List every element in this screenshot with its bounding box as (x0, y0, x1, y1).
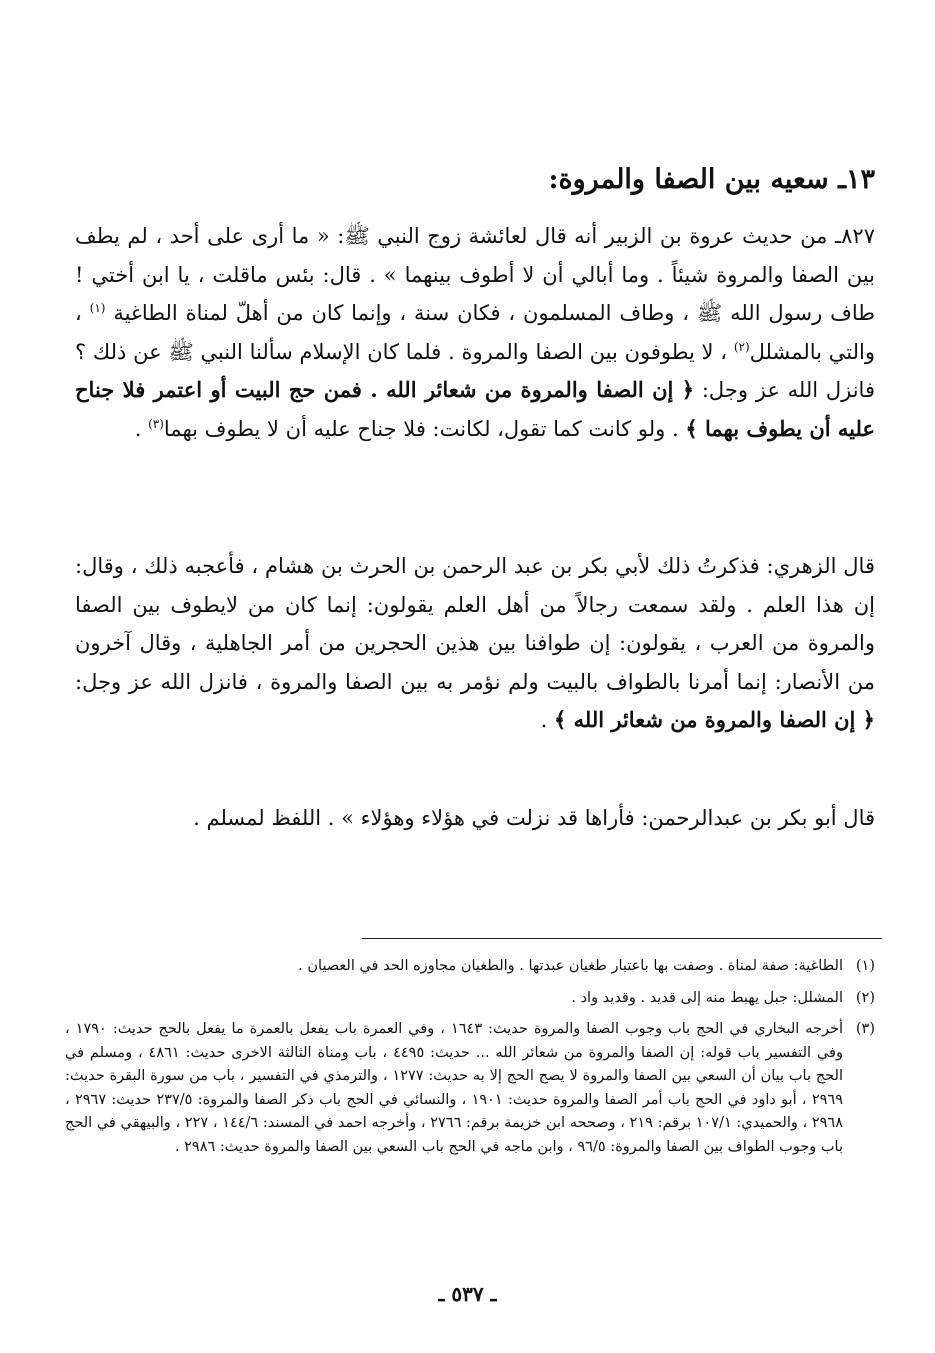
footnote-ref: (٢) (733, 339, 750, 354)
footnote (65, 987, 875, 1011)
commentary-end: . (540, 708, 548, 732)
hadith-text: . ولو كانت كما تقول، لكانت: فلا جناح عليه أن لا يطوف بهما (163, 416, 679, 441)
footnote (65, 1018, 875, 1159)
footnote-number: (٢) (855, 989, 875, 1006)
closing-paragraph: قال أبو بكر بن عبدالرحمن: فأراها قد نزلت في هؤلاء وهؤلاء » . اللفظ لمسلم . (193, 806, 875, 830)
footnote (65, 955, 875, 979)
hadith-text: ، لا يطوفون بين الصفا والمروة . فلما كان الإسلام سألنا النبي ﷺ عن ذلك ؟ فانزل الله عز وجل: (75, 339, 875, 402)
section-heading: ١٣ـ سعيه بين الصفا والمروة: (548, 164, 875, 195)
quran-quote: ﴿ إن الصفا والمروة من شعائر الله . فمن حج البيت أو اعتمر فلا جناح عليه أن يطوف بهما ﴾ (75, 377, 875, 441)
hadith-paragraph (75, 217, 875, 448)
hadith-text: ، والتي بالمشلل (75, 301, 875, 364)
footnote-divider (362, 938, 882, 939)
footnote-text: أخرجه البخاري في الحج باب وجوب الصفا والمروة حديث: ١٦٤٣ ، وفي العمرة باب يفعل بالعمرة ما يفعل بالحج حديث: ١٧٩٠ ، وفي التفسير باب قوله: إن الصفا والمروة من شعائر الله ... حديث: ٤٤٩٥ ، باب ومناة الثالثة الاخرى حديث: ٤٨٦١ ، ومسلم في الحج باب بيان أن السعي بين الصفا والمروة لا يصح الحج إلا به حديث: ١٢٧٧ ، والترمذي في التفسير ، باب من سورة البقرة حديث: ٢٩٦٩ ، أبو داود في الحج باب أمر الصفا والمروة حديث: ١٩٠١ ، والنسائي في الحج باب ذكر الصفا والمروة: ٢٣٧/٥ حديث: ٢٩٦٧ ، ٢٩٦٨ ، والحميدي: ١٠٧/١ برقم: ٢١٩ ، وصححه ابن خزيمة برقم: ٢٧٦٦ ، وأخرجه احمد في المسند: ١٤٤/٦ ، ٢٢٧ ، والبيهقي في الحج باب وجوب الطواف بين الصفا والمروة: ٩٦/٥ ، وابن ماجه في الحج باب السعي بين الصفا والمروة حديث: ٢٩٨٦ . (65, 1021, 844, 1155)
commentary-paragraph (75, 547, 875, 740)
footnote-number: (٣) (855, 1021, 875, 1037)
commentary-text: قال الزهري: فذكرتُ ذلك لأبي بكر بن عبد الرحمن بن الحرث بن هشام ، فأعجبه ذلك ، وقال: إن هذا العلم . ولقد سمعت رجالاً من أهل العلم يقولون: إنما كان من لايطوف بين الصفا والمروة من العرب ، يقولون: إن طوافنا بين هذين الحجرين من أمر الجاهلية ، وقال آخرون من الأنصار: إنما أمرنا بالطواف بالبيت ولم نؤمر به بين الصفا والمروة ، فانزل الله عز وجل: (75, 554, 875, 694)
footnote-ref: (١) (89, 301, 106, 315)
page-number: ـ ٥٣٧ ـ (438, 1282, 497, 1306)
footnotes (65, 955, 875, 1167)
footnote-ref: (٣) (148, 416, 164, 431)
footnote-text: الطاغية: صفة لمناة . وصفت بها باعتبار طغيان عبدتها . والطغيان مجاوزه الحد في العصيان . (298, 958, 843, 974)
footnote-text: المشلل: جبل يهبط منه إلى قديد . وقديد واد . (571, 989, 843, 1006)
quran-quote: ﴿ إن الصفا والمروة من شعائر الله ﴾ (554, 707, 875, 732)
hadith-text: . (134, 416, 142, 441)
hadith-text: ٨٢٧ـ من حديث عروة بن الزبير أنه قال لعائشة زوج النبي ﷺ: « ما أرى على أحد ، لم يطف بين الصفا والمروة شيئاً . وما أبالي أن لا أطوف بينهما » . قال: بئس ماقلت ، يا ابن أختي ! طاف رسول الله ﷺ ، وطاف المسلمون ، فكان سنة ، وإنما كان من أهلّ لمناة الطاغية (75, 224, 875, 325)
footnote-number: (١) (855, 958, 875, 974)
